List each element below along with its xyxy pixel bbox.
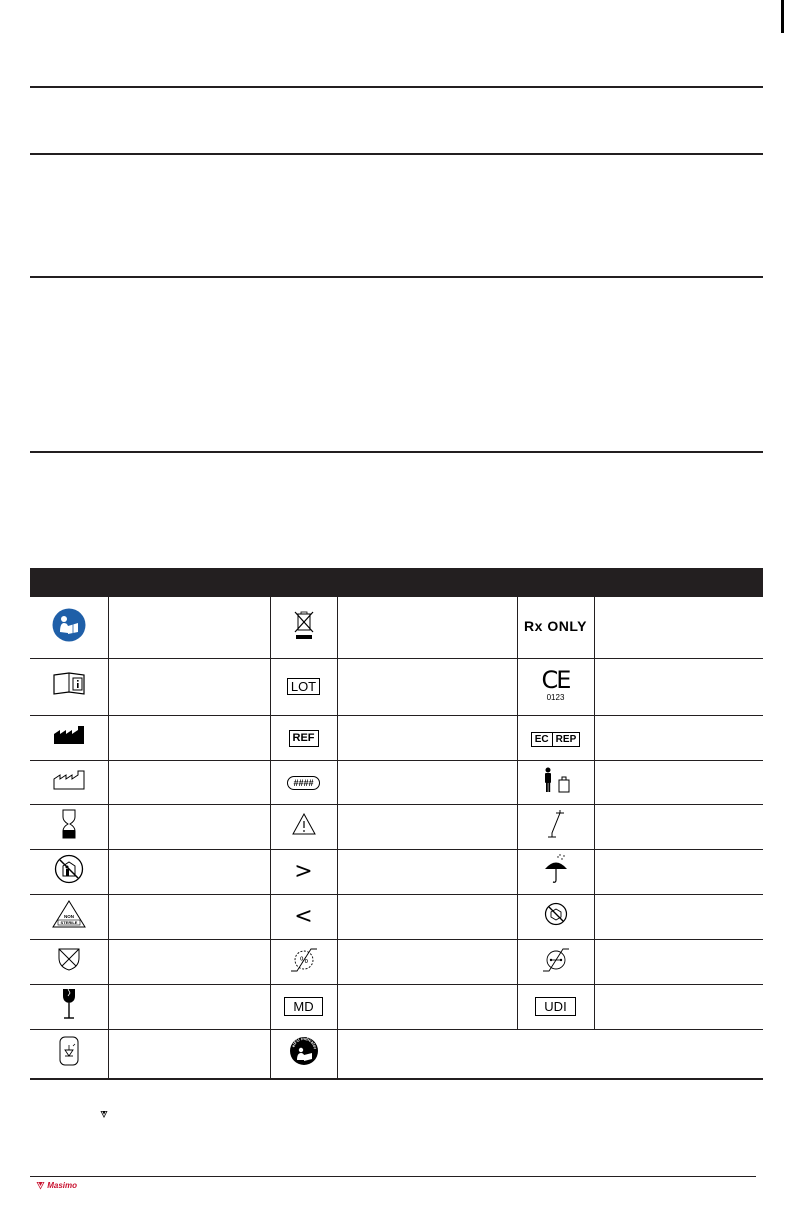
crop-mark <box>781 0 784 33</box>
less-than-symbol: < <box>294 903 313 929</box>
ce-mark-icon: CE 0123 <box>541 666 570 702</box>
not-for-home-use-icon <box>54 871 84 888</box>
header-description-1 <box>108 568 270 596</box>
symbols-table-header <box>30 568 763 596</box>
weee-bin-icon <box>293 627 315 644</box>
caution-icon <box>292 822 316 839</box>
non-sterile-line2: STERILE <box>60 920 78 926</box>
consult-instructions-icon <box>52 683 86 700</box>
eifu-arc-text: eIFU indicator <box>290 1036 318 1050</box>
section-divider <box>30 86 763 88</box>
do-not-use-if-damaged-icon <box>544 913 568 930</box>
ref-label: REF <box>289 730 319 747</box>
brand-mark-icon <box>100 1106 108 1115</box>
non-sterile-line1: NON <box>63 914 74 919</box>
header-description-2 <box>337 568 517 596</box>
greater-than-symbol: > <box>294 858 313 884</box>
table-row <box>30 715 763 760</box>
eifu-indicator-icon <box>289 1036 319 1070</box>
follow-instructions-icon <box>52 629 86 646</box>
humidity-limit-icon <box>289 955 319 978</box>
header-symbol-3 <box>517 568 594 596</box>
section-divider <box>30 276 763 278</box>
temperature-limit-icon <box>546 826 566 843</box>
notified-body-number: 0123 <box>546 693 565 702</box>
manufacturer-icon <box>53 732 85 749</box>
non-sterile-icon <box>52 915 86 932</box>
table-row <box>30 804 763 849</box>
masimo-logo-icon <box>36 1181 45 1190</box>
svg-text:%: % <box>299 955 308 965</box>
symbols-table <box>30 568 763 1080</box>
table-row <box>30 760 763 804</box>
table-row <box>30 849 763 894</box>
masimo-logo-text: Masimo <box>47 1181 78 1190</box>
header-symbol-1 <box>30 568 108 596</box>
table-row <box>30 658 763 715</box>
rx-only-label: Rx ONLY <box>524 618 587 634</box>
medical-device-label: MD <box>284 997 322 1016</box>
pressure-limit-icon <box>541 961 571 978</box>
table-row <box>30 596 763 658</box>
lot-label: LOT <box>287 678 320 695</box>
table-row <box>30 1029 763 1079</box>
udi-label: UDI <box>535 997 575 1016</box>
date-of-manufacture-icon <box>53 777 85 794</box>
ec-rep-label: EC REP <box>531 732 580 747</box>
header-description-3 <box>594 568 763 596</box>
header-symbol-2 <box>270 568 337 596</box>
patient-weight-icon <box>540 780 572 797</box>
serial-number-label: #### <box>287 776 319 790</box>
section-divider <box>30 451 763 453</box>
section-divider <box>30 153 763 155</box>
keep-dry-umbrella-icon <box>542 871 570 888</box>
led-indicator-icon <box>58 1053 80 1070</box>
latex-free-icon <box>56 959 82 976</box>
table-row <box>30 984 763 1029</box>
footer-divider <box>30 1176 756 1177</box>
use-by-hourglass-icon <box>62 826 76 843</box>
table-row <box>30 894 763 939</box>
table-row <box>30 939 763 984</box>
fragile-glass-icon <box>61 1007 77 1024</box>
masimo-logo <box>36 1181 77 1190</box>
